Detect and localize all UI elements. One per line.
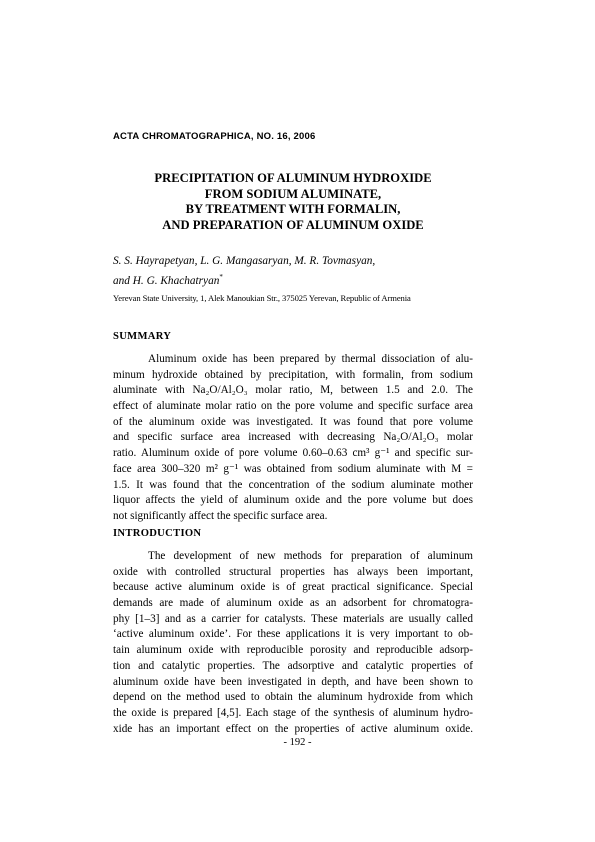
intro-line: tain aluminum oxide with reproducible porosity and reproducible adsorp- (113, 644, 473, 657)
summary-line: and specific surface area increased with decreasing Na₂O/Al₂O₃ molar (113, 431, 473, 444)
author-line: and H. G. Khachatryan (113, 274, 220, 287)
summary-line: effect of aluminate molar ratio on the pore volume and specific surface area (113, 400, 473, 413)
title-line: AND PREPARATION OF ALUMINUM OXIDE (162, 217, 424, 232)
intro-line: xide has an important effect on the properties of active aluminum oxide. (113, 722, 473, 735)
article-title (113, 171, 473, 233)
introduction-heading: INTRODUCTION (113, 528, 202, 539)
summary-line: aluminate with Na₂O/Al₂O₃ molar ratio, M, between 1.5 and 2.0. The (113, 384, 473, 397)
summary-line: face area 300–320 m² g⁻¹ was obtained from sodium aluminate with M = (113, 462, 473, 475)
intro-line: The development of new methods for preparation of aluminum (148, 550, 473, 562)
summary-line: ratio. Aluminum oxide of pore volume 0.60–0.63 cm³ g⁻¹ and specific sur- (113, 447, 473, 460)
intro-line: tion and catalytic properties. The adsorptive and catalytic properties of (113, 659, 473, 672)
summary-heading: SUMMARY (113, 331, 172, 342)
summary-line: not significantly affect the specific surface area. (113, 509, 328, 522)
affiliation: Yerevan State University, 1, Alek Manoukian Str., 375025 Yerevan, Republic of Armenia (113, 293, 411, 303)
author-line-2 (113, 270, 375, 289)
summary-line: liquor affects the yield of aluminum oxide and the pore volume but does (113, 494, 473, 507)
intro-line: because active aluminum oxide is of great practical significance. Special (113, 581, 473, 594)
title-line: FROM SODIUM ALUMINATE, (204, 186, 382, 201)
intro-line: depend on the method used to obtain the aluminum hydroxide from which (113, 691, 473, 704)
author-list (113, 254, 375, 289)
author-line: S. S. Hayrapetyan, L. G. Mangasaryan, M. R. Tovmasyan, (113, 255, 376, 267)
summary-line: 1.5. It was found that the concentration of the sodium aluminate mother (113, 478, 473, 491)
summary-line: minum hydroxide obtained by precipitation, with formalin, from sodium (113, 368, 473, 381)
intro-line: ‘active aluminum oxide’. For these applications it is very important to ob- (113, 628, 473, 641)
title-line: PRECIPITATION OF ALUMINUM HYDROXIDE (154, 171, 432, 185)
intro-line: demands are made of aluminum oxide as an adsorbent for chromatogra- (113, 597, 473, 610)
summary-line: of the aluminum oxide was investigated. It was found that pore volume (113, 415, 473, 428)
corresponding-author-mark: * (219, 272, 223, 281)
summary-line: Aluminum oxide has been prepared by thermal dissociation of alu- (148, 353, 473, 365)
page-number: - 192 - (283, 737, 312, 748)
summary-paragraph (113, 352, 473, 525)
intro-line: oxide with controlled structural properties has always been important, (113, 565, 473, 578)
title-line: BY TREATMENT WITH FORMALIN, (185, 202, 401, 216)
intro-line: phy [1–3] and as a carrier for catalysts. These materials are usually called (113, 612, 473, 625)
introduction-paragraph (113, 549, 473, 737)
intro-line: aluminum oxide have been investigated in depth, and have been shown to (113, 675, 473, 688)
intro-line: the oxide is prepared [4,5]. Each stage of the synthesis of aluminum hydro- (113, 706, 473, 719)
journal-header: ACTA CHROMATOGRAPHICA, NO. 16, 2006 (113, 131, 316, 142)
